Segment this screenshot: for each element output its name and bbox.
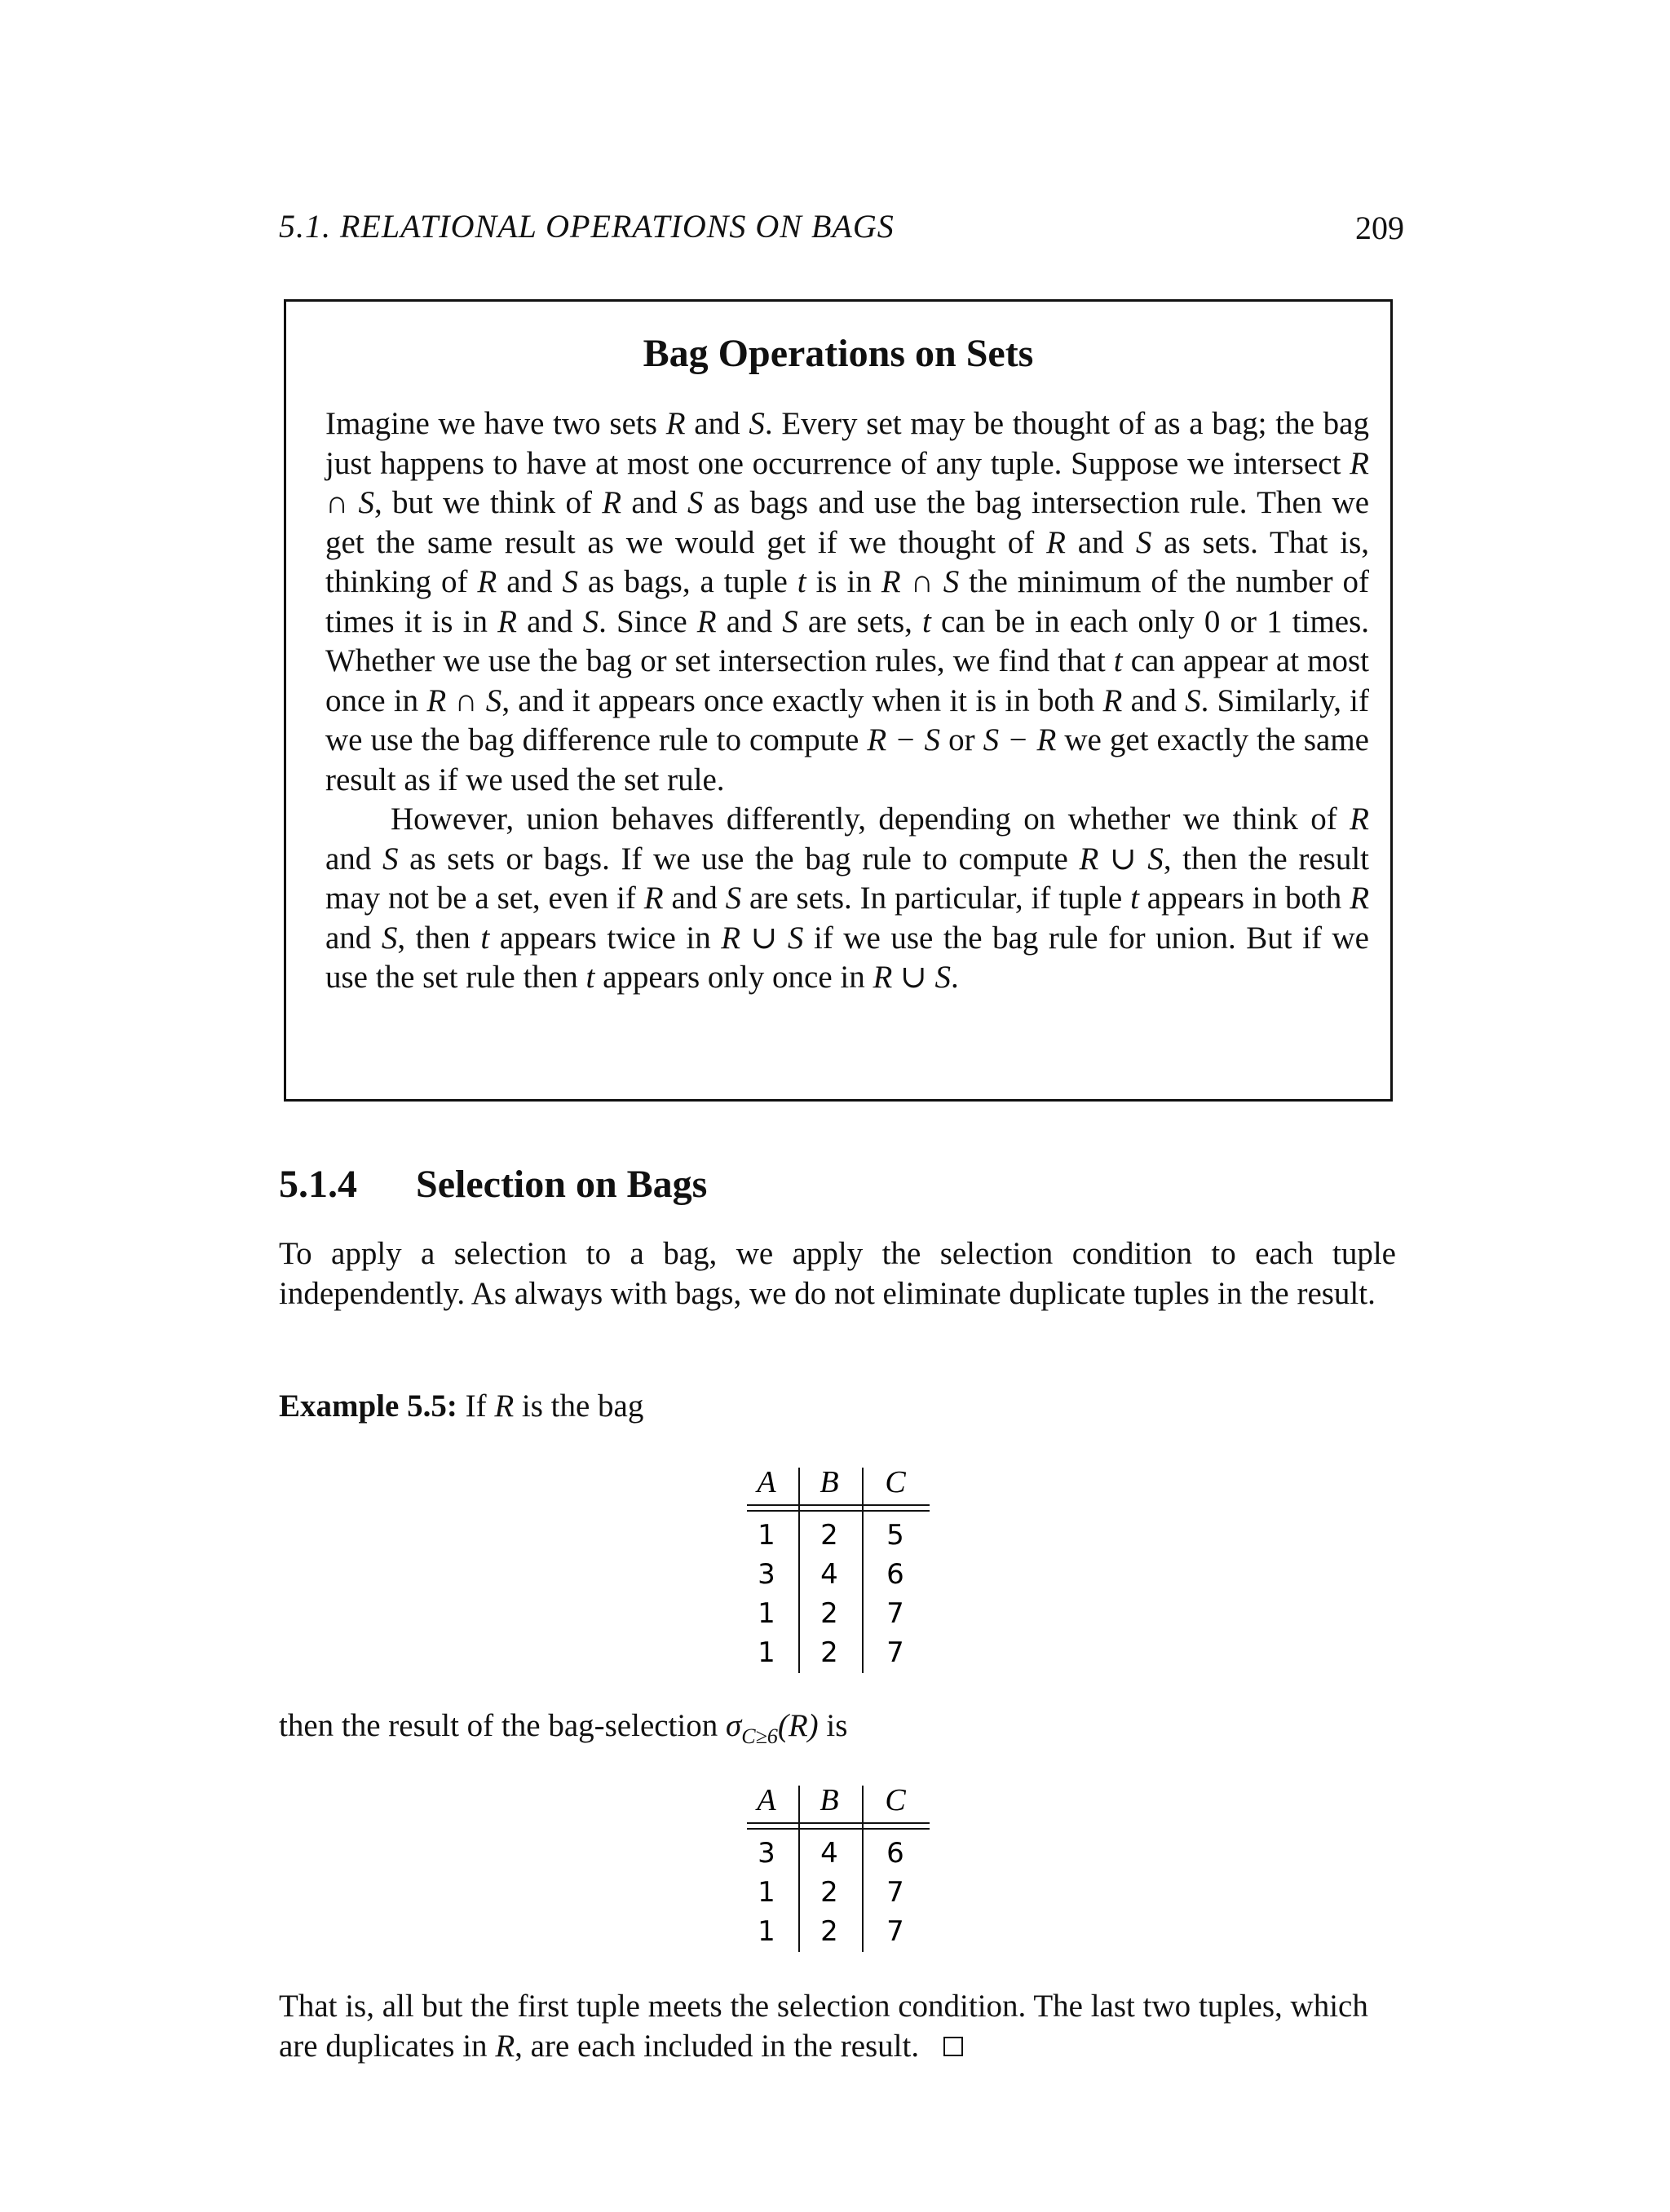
text-run: is in — [806, 564, 881, 599]
table-r-cell: 6 — [886, 1558, 904, 1591]
text-run: can be in each only 0 or 1 times. Whether we use the bag or set intersection rules, we find that — [325, 603, 1370, 678]
math-term: R — [1350, 801, 1369, 837]
relation-table-result — [734, 1777, 946, 1957]
table-r-header-C: C — [885, 1465, 906, 1499]
text-run: Imagine we have two sets — [325, 406, 666, 441]
text-run: and — [621, 485, 688, 520]
math-term: R — [602, 485, 622, 520]
table-result-cell: 6 — [886, 1837, 904, 1870]
sigma-symbol: σ — [725, 1708, 742, 1743]
text-run: as bags, a tuple — [577, 564, 797, 599]
text-run: and — [1122, 682, 1186, 718]
table-r-cell: 1 — [758, 1519, 775, 1552]
text-run: as bags and use the bag intersection rule. Then we get the same result as we would get if we thought of — [325, 485, 1370, 560]
running-title: 5.1. RELATIONAL OPERATIONS ON BAGS — [279, 208, 895, 245]
outro-var: R — [495, 2028, 515, 2064]
example-label: Example 5.5: — [279, 1389, 457, 1424]
math-term: S — [381, 920, 398, 956]
math-term: S — [749, 406, 765, 441]
math-term: R — [1102, 682, 1123, 718]
text-run: , then the result may not be a set, even if — [325, 841, 1369, 916]
math-term: t — [1130, 881, 1139, 916]
relation-table-r — [734, 1459, 946, 1680]
outro-end: , are each included in the result. — [515, 2028, 920, 2064]
math-term: R ∩ S — [325, 445, 1369, 520]
math-term: t — [1113, 643, 1123, 678]
mid-end: is — [818, 1708, 848, 1743]
math-term: S — [1185, 682, 1201, 718]
mid-text: then the result of the bag-selection — [279, 1708, 726, 1743]
text-run: , then — [397, 920, 481, 956]
math-term: t — [797, 564, 806, 599]
example-tail-text: is the bag — [514, 1389, 644, 1424]
section-intro: To apply a selection to a bag, we apply the selection condition to each tuple independently. As always with bags, we do not eliminate duplicate tuples in the result. — [279, 1236, 1396, 1311]
math-term: t — [922, 603, 931, 639]
math-term: R — [477, 564, 497, 599]
math-term: R ∪ S — [1079, 841, 1164, 876]
text-run: However, union behaves differently, depending on whether we think of — [391, 801, 1350, 837]
text-run: and — [325, 841, 382, 876]
table-r-cell: 7 — [886, 1636, 904, 1669]
sidebar-box — [284, 299, 1393, 1102]
table-r-cell: 5 — [886, 1519, 904, 1552]
text-run: and — [1065, 524, 1136, 560]
text-run: , and it appears once exactly when it is in both — [501, 682, 1103, 718]
text-run: appears twice in — [489, 920, 722, 956]
text-run: or — [940, 722, 983, 757]
math-term: t — [480, 920, 490, 956]
table-r-cell: 4 — [820, 1558, 838, 1591]
example-var: R — [494, 1389, 515, 1424]
qed-square-icon — [943, 2037, 963, 2056]
text-run: and — [516, 603, 583, 639]
table-result-cell: 2 — [820, 1876, 838, 1909]
text-run: and — [685, 406, 749, 441]
math-term: S — [1135, 524, 1152, 560]
text-run: appears in both — [1138, 881, 1350, 916]
math-term: R − S — [867, 722, 941, 757]
math-term: S — [687, 485, 704, 520]
page-number: 209 — [1355, 210, 1404, 246]
table-r-cell: 1 — [758, 1636, 775, 1669]
math-term: R ∪ S — [721, 920, 804, 956]
text-run: are sets, — [797, 603, 923, 639]
section-number: 5.1.4 — [279, 1163, 357, 1206]
math-term: R — [665, 406, 686, 441]
table-r-cell: 2 — [820, 1597, 838, 1630]
text-run: we get exactly the same result as if we used the set rule. — [325, 722, 1369, 797]
selection-sentence — [279, 1707, 847, 1749]
table-r-cell: 3 — [758, 1558, 775, 1591]
table-result-header-B: B — [820, 1783, 839, 1817]
math-term: R — [1046, 524, 1066, 560]
table-r-cell: 1 — [758, 1597, 775, 1630]
table-result-cell: 1 — [758, 1915, 775, 1948]
section-title: Selection on Bags — [416, 1163, 708, 1206]
math-term: S — [782, 603, 798, 639]
selection-arg: (R) — [777, 1708, 819, 1743]
math-term: R — [1350, 881, 1370, 916]
text-run: can appear at most once in — [325, 643, 1369, 718]
box-body — [325, 404, 1369, 998]
box-paragraph-2 — [325, 800, 1369, 998]
math-term: R — [696, 603, 717, 639]
table-result-cell: 4 — [820, 1837, 838, 1870]
text-run: and — [325, 920, 382, 956]
math-term: R ∩ S — [426, 682, 502, 718]
text-run: . — [950, 960, 959, 995]
math-term: R — [643, 881, 664, 916]
text-run: are sets. In particular, if tuple — [741, 881, 1131, 916]
text-run: and — [663, 881, 726, 916]
section-heading — [279, 1162, 707, 1207]
text-run: and — [497, 564, 563, 599]
text-run: appears only once in — [594, 960, 873, 995]
text-run: . Every set may be thought of as a bag; the bag just happens to have at most one occurrence of any tuple. Suppose we intersect — [325, 406, 1369, 481]
table-r-cell: 7 — [886, 1597, 904, 1630]
math-term: S − R — [983, 722, 1057, 757]
table-r-header-A: A — [757, 1465, 776, 1499]
box-title: Bag Operations on Sets — [643, 332, 1034, 375]
table-result-header-C: C — [885, 1783, 906, 1817]
text-run: the minimum of the number of times it is in — [325, 564, 1369, 639]
example-lead — [279, 1388, 643, 1424]
table-r-cell: 2 — [820, 1519, 838, 1552]
math-term: R ∩ S — [881, 564, 960, 599]
table-result-cell: 2 — [820, 1915, 838, 1948]
table-r-header-B: B — [820, 1465, 839, 1499]
example-conclusion — [279, 1987, 1396, 2066]
table-result-cell: 3 — [758, 1837, 775, 1870]
example-lead-text: If — [457, 1389, 495, 1424]
text-run: as sets or bags. If we use the bag rule to compute — [398, 841, 1080, 876]
table-result-cell: 1 — [758, 1876, 775, 1909]
math-term: S — [582, 603, 599, 639]
math-term: S — [725, 881, 742, 916]
text-run: if we use the bag rule for union. But if we use the set rule then — [325, 920, 1369, 995]
table-result-cell: 7 — [886, 1876, 904, 1909]
math-term: R — [497, 603, 517, 639]
math-term: S — [562, 564, 578, 599]
text-run: . Similarly, if we use the bag difference rule to compute — [325, 682, 1369, 757]
text-run: , but we think of — [373, 485, 603, 520]
text-run: . Since — [599, 603, 697, 639]
table-r-cell: 2 — [820, 1636, 838, 1669]
math-term: S — [382, 841, 399, 876]
math-term: R ∪ S — [873, 960, 951, 995]
table-result-header-A: A — [757, 1783, 776, 1817]
selection-condition: C≥6 — [741, 1724, 778, 1748]
table-result-cell: 7 — [886, 1915, 904, 1948]
box-paragraph-1 — [325, 404, 1369, 800]
text-run: as sets. That is, thinking of — [325, 524, 1370, 599]
outro-text: That is, all but the first tuple meets the selection condition. The last two tuples, which are duplicates in — [279, 1989, 1368, 2064]
text-run: and — [716, 603, 783, 639]
math-term: t — [585, 960, 595, 995]
